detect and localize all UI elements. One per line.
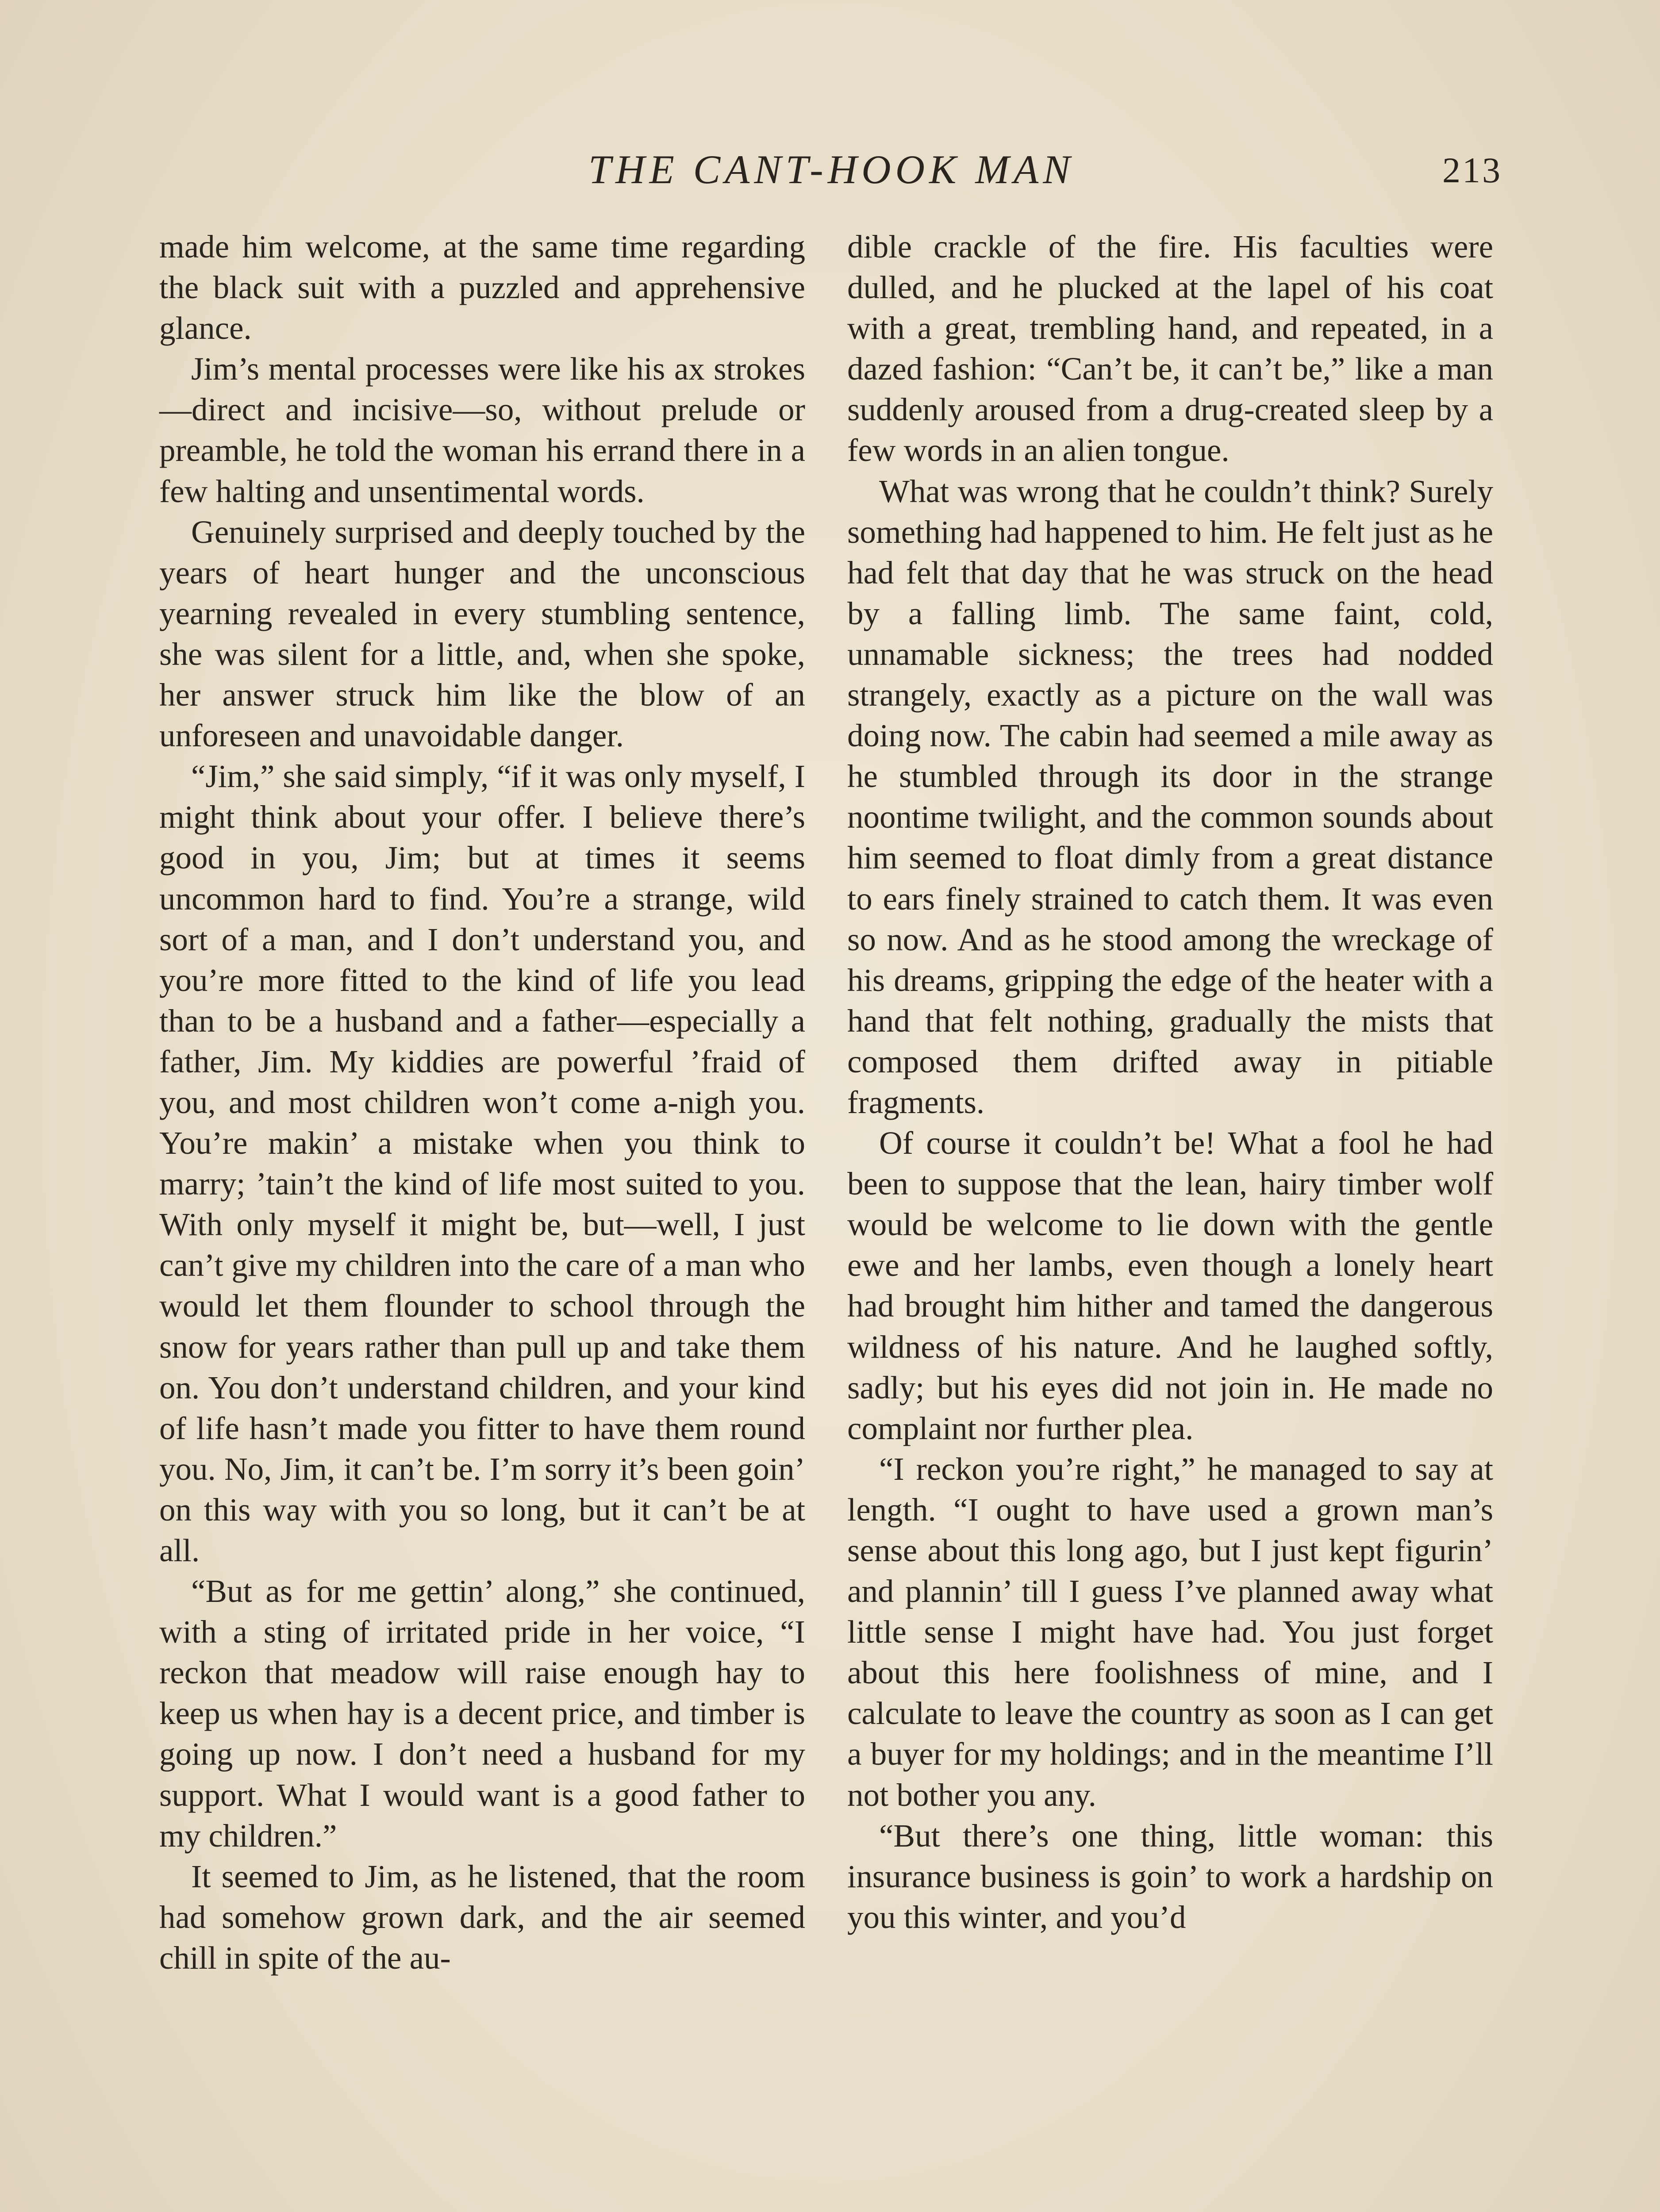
paragraph: Jim’s mental processes were like his ax strokes—direct and incisive—so, without prelude or preamble, he told the woman his errand there in a few halting and unsentimental words. <box>159 351 805 509</box>
paragraph: dible crackle of the fire. His faculties were dulled, and he plucked at the lapel of his coat with a great, trembling hand, and repeated, in a dazed fashion: “Can’t be, it can’t be,” like a man suddenly aroused from a drug-created sleep by a few words in an alien tongue. <box>847 229 1493 469</box>
left-column <box>159 227 805 1978</box>
paragraph: It seemed to Jim, as he listened, that the room had somehow grown dark, and the air seemed chill in spite of the au- <box>159 1858 805 1976</box>
paragraph: “Jim,” she said simply, “if it was only myself, I might think about your offer. I believe there’s good in you, Jim; but at times it seems uncommon hard to find. You’re a strange, wild sort of a man, and I don’t understand you, and you’re more fitted to the kind of life you lead than to be a husband and a father—especially a father, Jim. My kiddies are powerful ’fraid of you, and most children won’t come a-nigh you. You’re makin’ a mistake when you think to marry; ’tain’t the kind of life most suited to you. With only myself it might be, but—well, I just can’t give my children into the care of a man who would let them flounder to school through the snow for years rather than pull up and take them on. You don’t understand children, and your kind of life hasn’t made you fitter to have them round you. No, Jim, it can’t be. I’m sorry it’s been goin’ on this way with you so long, but it can’t be at all. <box>159 758 805 1568</box>
paragraph: “But as for me gettin’ along,” she continued, with a sting of irritated pride in her voice, “I reckon that meadow will raise enough hay to keep us when hay is a decent price, and timber is going up now. I don’t need a husband for my support. What I would want is a good father to my children.” <box>159 1573 805 1854</box>
page-number: 213 <box>1442 150 1502 190</box>
paragraph: “But there’s one thing, little woman: this insurance business is goin’ to work a hardship on you this winter, and you’d <box>847 1817 1493 1935</box>
running-title: THE CANT-HOOK MAN <box>588 147 1075 192</box>
paragraph: Of course it couldn’t be! What a fool he had been to suppose that the lean, hairy timber wolf would be welcome to lie down with the gentle ewe and her lambs, even though a lonely heart had brought him hither and tamed the dangerous wildness of his nature. And he laughed softly, sadly; but his eyes did not join in. He made no complaint nor further plea. <box>847 1125 1493 1446</box>
paragraph: made him welcome, at the same time regarding the black suit with a puzzled and apprehensive glance. <box>159 229 805 346</box>
page-header <box>0 146 1660 204</box>
paragraph: What was wrong that he couldn’t think? Surely something had happened to him. He felt just as he had felt that day that he was struck on the head by a falling limb. The same faint, cold, unnamable sickness; the trees had nodded strangely, exactly as a picture on the wall was doing now. The cabin had seemed a mile away as he stumbled through its door in the strange noontime twilight, and the common sounds about him seemed to float dimly from a great distance to ears finely strained to catch them. It was even so now. And as he stood among the wreckage of his dreams, gripping the edge of the heater with a hand that felt nothing, gradually the mists that composed them drifted away in pitiable fragments. <box>847 473 1493 1120</box>
paragraph: Genuinely surprised and deeply touched by the years of heart hunger and the unconscious yearning revealed in every stumbling sentence, she was silent for a little, and, when she spoke, her answer struck him like the blow of an unforeseen and unavoidable danger. <box>159 514 805 754</box>
paragraph: “I reckon you’re right,” he managed to say at length. “I ought to have used a grown man’s sense about this long ago, but I just kept figurin’ and plannin’ till I guess I’ve planned away what little sense I might have had. You just forget about this here foolishness of mine, and I calculate to leave the country as soon as I can get a buyer for my holdings; and in the meantime I’ll not bother you any. <box>847 1451 1493 1813</box>
right-column <box>847 227 1493 1938</box>
